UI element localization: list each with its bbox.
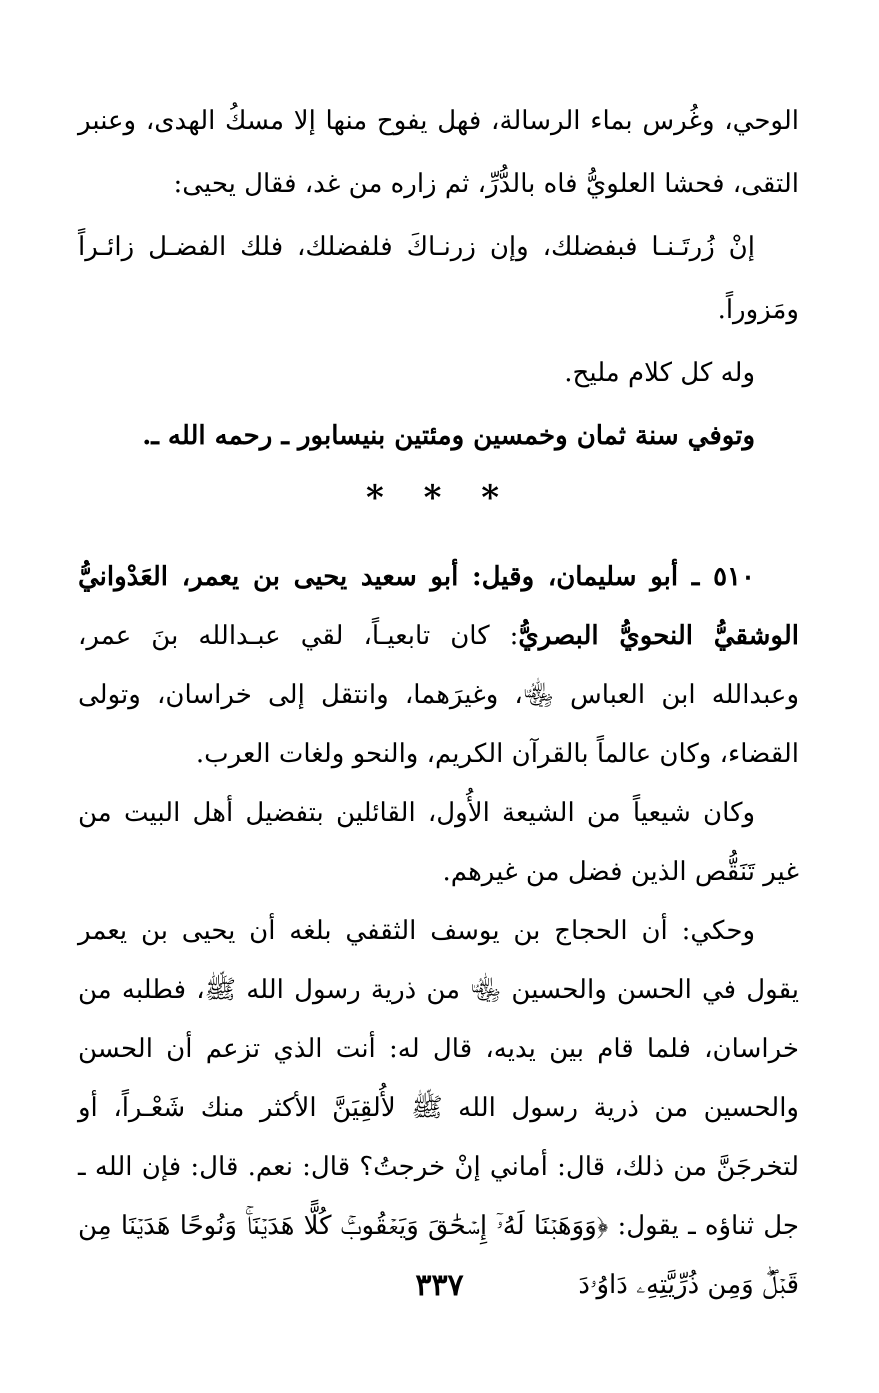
- top-text-block: [78, 90, 799, 468]
- entry-paragraph-shia: وكان شيعياً من الشيعة الأُول، القائلين بتفضيل أهل البيت من غير تَنَقُّص الذين فضل من غيرهم.: [78, 798, 799, 887]
- biography-entry-510: [78, 548, 799, 1315]
- entry-first-paragraph: [78, 548, 799, 784]
- paragraph-note: وله كل كلام مليح.: [564, 358, 755, 388]
- entry-heading-continuation: : كان تابعيـاً، لقي عبـدالله بنَ عمر، وعبدالله ابن العباس ﵄، وغيرَهما، وانتقل إلى خراسان، وتولى القضاء، وكان عالماً بالقرآن الكريم، والنحو ولغات العرب.: [78, 621, 799, 769]
- paragraph-quote: إنْ زُرتَـنـا فبفضلك، وإن زرنـاكَ فلفضلك، فلك الفضـل زائـراً ومَزوراً.: [78, 232, 799, 325]
- section-separator: * * *: [365, 478, 513, 518]
- page-number: ٣٣٧: [415, 1268, 464, 1303]
- entry-paragraph-hajjaj: وحكي: أن الحجاج بن يوسف الثقفي بلغه أن يحيى بن يعمر يقول في الحسن والحسين ﵄ من ذرية رسول الله ﷺ، فطلبه من خراسان، فلما قام بين يديه، قال له: أنت الذي تزعم أن الحسن والحسين من ذرية رسول الله ﷺ لأُلقِيَنَّ الأكثر منك شَعْـراً، أو لتخرجَنَّ من ذلك، قال: أماني إنْ خرجتُ؟ قال: نعم. قال: فإن الله ـ جل ثناؤه ـ يقول: ﴿وَوَهَبۡنَا لَهُۥٓ إِسۡحَٰقَ وَيَعۡقُوبَۚ كُلًّا هَدَيۡنَاۚ وَنُوحًا هَدَيۡنَا مِن قَبۡلُۖ وَمِن ذُرِّيَّتِهِۦ دَاوُۥدَ: [78, 916, 799, 1300]
- paragraph-death: وتوفي سنة ثمان وخمسين ومئتين بنيسابور ـ رحمه الله ـ.: [142, 421, 755, 451]
- paragraph-continuation: الوحي، وغُرس بماء الرسالة، فهل يفوح منها إلا مسكُ الهدى، وعنبر التقى، فحشا العلويُّ فاه بالدُّرِّ، ثم زاره من غد، فقال يحيى:: [78, 106, 799, 199]
- entry-heading: ٥١٠ ـ أبو سليمان، وقيل: أبو سعيد يحيى بن يعمر، العَدْوانيُّ الوشقيُّ النحويُّ البصريُّ: [78, 562, 799, 651]
